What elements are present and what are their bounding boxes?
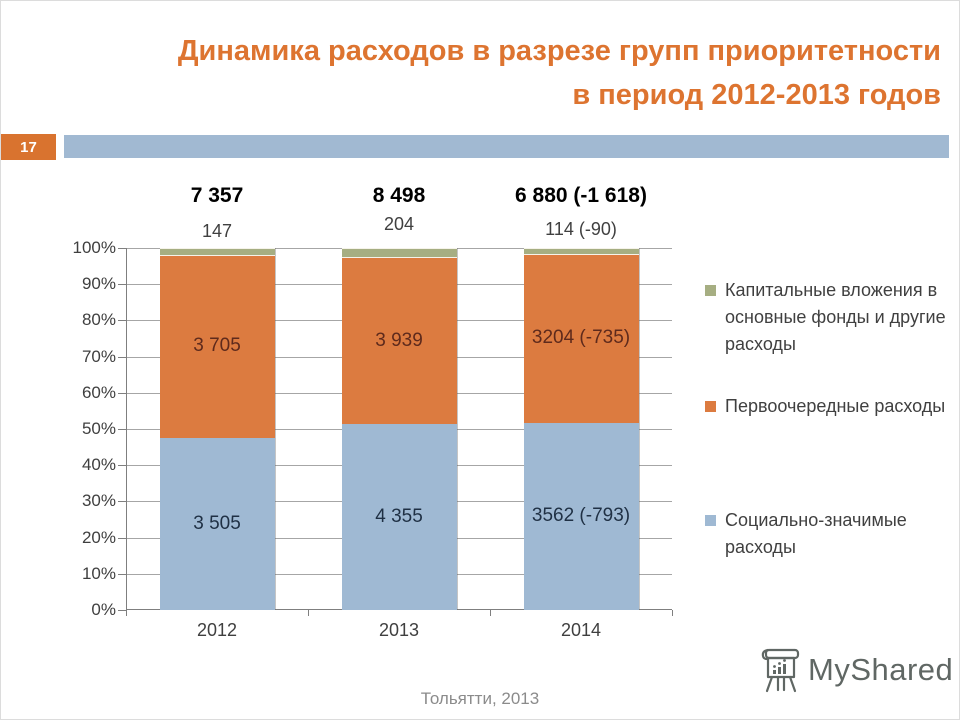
y-axis-tick-label: 50%	[81, 419, 116, 438]
bar-segment-label: 3 939	[375, 329, 423, 351]
bar-segment-label: 4 355	[375, 506, 423, 528]
y-axis-tick	[118, 357, 126, 358]
page-number-badge: 17	[1, 134, 56, 160]
bar-segment-label: 3 505	[193, 512, 241, 534]
legend-swatch-social-icon	[705, 515, 716, 526]
y-axis-tick-label: 10%	[81, 564, 116, 583]
footer-text: Тольятти, 2013	[420, 689, 540, 708]
x-axis-tick	[490, 610, 491, 616]
x-axis-tick	[308, 610, 309, 616]
myshared-brand-text: MyShared	[808, 652, 954, 687]
stacked-bar-chart-plot-area	[72, 184, 672, 640]
total-value-label: 8 498	[372, 184, 426, 207]
legend-swatch-priority-icon	[705, 401, 716, 412]
bar-segment-label: 3 705	[193, 335, 241, 357]
legend-label-capital: Капитальные вложения в основные фонды и другие расходы	[725, 280, 946, 354]
y-axis-tick-label: 20%	[81, 528, 116, 547]
x-axis-category-label: 2014	[560, 620, 602, 640]
y-axis-tick	[118, 610, 126, 611]
bar-segment-label: 3562 (-793)	[531, 505, 631, 527]
total-value-label: 6 880 (-1 618)	[515, 184, 647, 207]
bar-segment	[342, 248, 457, 257]
legend-item-social	[705, 507, 957, 561]
y-axis-tick-label: 100%	[72, 238, 116, 257]
flipchart-chart-icon	[759, 646, 801, 694]
legend-item-priority	[705, 393, 957, 420]
title-accent-bar	[64, 135, 949, 158]
bar-segment	[524, 248, 639, 254]
y-axis-tick	[118, 284, 126, 285]
bar-segment	[160, 248, 275, 255]
y-axis-tick-label: 0%	[91, 600, 116, 619]
y-axis-tick	[118, 538, 126, 539]
y-axis-line	[126, 248, 127, 610]
y-axis-tick-label: 70%	[81, 347, 116, 366]
capital-value-label: 147	[201, 221, 233, 241]
legend-label-priority: Первоочередные расходы	[725, 396, 946, 416]
y-axis-tick-label: 40%	[81, 455, 116, 474]
y-axis-tick	[118, 429, 126, 430]
y-axis-tick	[118, 320, 126, 321]
y-axis-tick-label: 90%	[81, 274, 116, 293]
capital-value-label: 204	[383, 214, 415, 234]
x-axis-category-label: 2012	[196, 620, 238, 640]
y-axis-tick	[118, 393, 126, 394]
legend-swatch-capital-icon	[705, 285, 716, 296]
y-axis-tick	[118, 501, 126, 502]
y-axis-tick	[118, 574, 126, 575]
y-axis-tick	[118, 465, 126, 466]
total-value-label: 7 357	[190, 184, 244, 207]
y-axis-tick	[118, 248, 126, 249]
slide-title	[161, 29, 941, 117]
myshared-watermark[interactable]	[759, 646, 953, 694]
bar-segment-label: 3204 (-735)	[531, 327, 631, 349]
x-axis-tick	[126, 610, 127, 616]
y-axis-tick-label: 60%	[81, 383, 116, 402]
capital-value-label: 114 (-90)	[545, 219, 617, 239]
slide-title-line-2: в период 2012-2013 годов	[572, 79, 941, 111]
slide-title-line-1: Динамика расходов в разрезе групп приоритетности	[177, 35, 941, 67]
x-axis-category-label: 2013	[378, 620, 420, 640]
y-axis-tick-label: 80%	[81, 310, 116, 329]
x-axis-tick	[672, 610, 673, 616]
legend-item-capital	[705, 277, 957, 358]
legend-label-social: Социально-значимые расходы	[725, 510, 907, 557]
y-axis-tick-label: 30%	[81, 491, 116, 510]
